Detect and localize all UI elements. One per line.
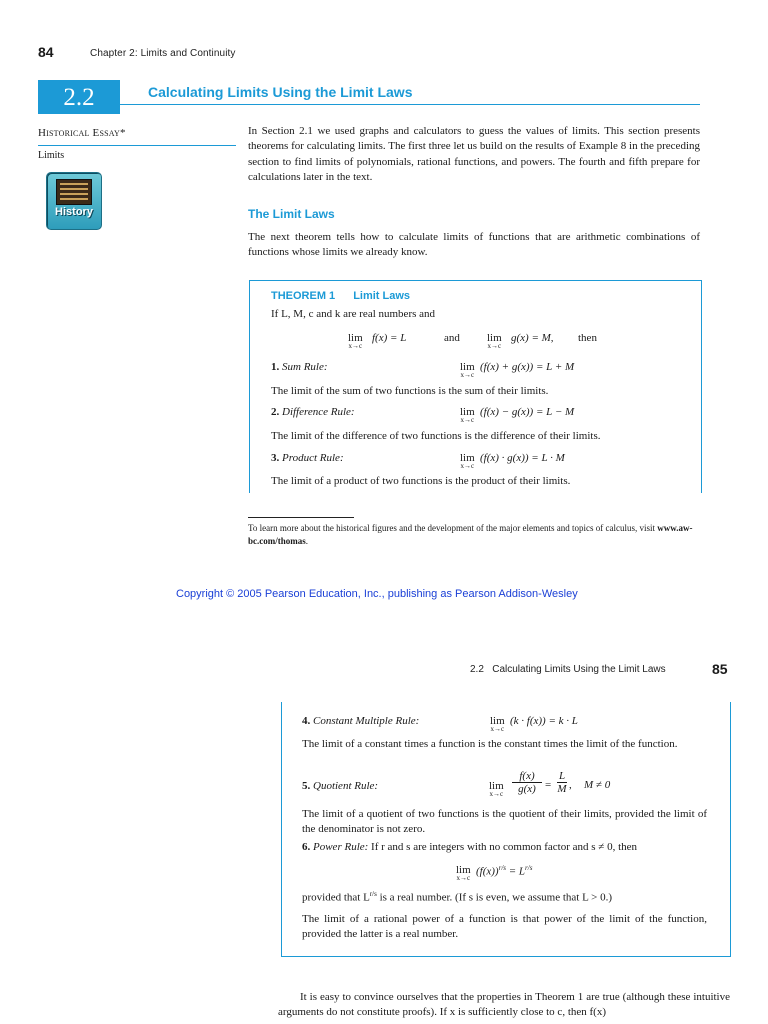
quotient-condition: M ≠ 0 — [584, 779, 611, 791]
section-number-badge: 2.2 — [38, 80, 120, 114]
rule-formula: (k · f(x)) = k · L — [510, 715, 578, 727]
quotient-result-fraction: L M — [557, 770, 567, 795]
comma: , — [569, 779, 572, 791]
quotient-fraction: f(x) g(x) — [512, 770, 542, 795]
and-word: and — [444, 332, 460, 344]
equals-sign: = — [545, 779, 552, 791]
footnote-link[interactable]: www.aw-bc.com/thomas — [248, 523, 693, 546]
intro-paragraph: In Section 2.1 we used graphs and calculators to guess the values of limits. This section presents theorems for calculating limits. The first three let us build on the results of Example 8 in the preceding section to find limits of polynomials, rational functions, and powers. The fourth and fifth prepare for calculations later in the text. — [248, 125, 700, 184]
limit-operator: lim x→c — [348, 332, 363, 350]
theorem-label: THEOREM 1 — [271, 290, 336, 302]
section-title: Calculating Limits Using the Limit Laws — [148, 84, 413, 100]
rule-formula: (f(x) · g(x)) = L · M — [480, 452, 565, 464]
rule-label: 1. Sum Rule: — [271, 361, 328, 373]
page-number: 84 — [38, 44, 54, 60]
rule-description: The limit of a constant times a function is the constant times the limit of the function. — [302, 738, 678, 750]
footnote: To learn more about the historical figures and the development of the major elements and topics of calculus, visit www.aw-bc.com/thomas. — [248, 523, 693, 546]
theorem-name: Limit Laws — [353, 290, 411, 302]
theorem-heading — [271, 290, 428, 302]
rule-formula: (f(x) + g(x)) = L + M — [480, 361, 575, 373]
power-proviso: provided that $L^{r/s}$ is a real number. (If s is even, we assume that L > 0.) — [302, 890, 613, 904]
footnote-rule — [248, 517, 354, 518]
historical-essay-topic: Limits — [38, 150, 65, 161]
rule-description: The limit of the difference of two functions is the difference of their limits. — [271, 430, 601, 442]
history-button-label: History — [55, 206, 93, 218]
limit-operator: lim x→c — [460, 452, 475, 470]
historical-essay-label: Historical Essay* — [38, 127, 126, 139]
sidebar-rule — [38, 145, 236, 146]
rule-description: The limit of a product of two functions is the product of their limits. — [271, 475, 571, 487]
rule-label: 6. Power Rule: If r and s are integers with no common factor and s ≠ 0, then — [302, 841, 638, 853]
section-title-rule — [120, 104, 700, 105]
rule-description: The limit of the sum of two functions is the sum of their limits. — [271, 385, 549, 397]
rule-description: The limit of a rational power of a function is that power of the limit of the function, provided the latter is a real number. — [302, 913, 707, 941]
rule-label: 3. Product Rule: — [271, 452, 344, 464]
history-button[interactable] — [46, 172, 102, 230]
rule-formula: (f(x) − g(x)) = L − M — [480, 406, 575, 418]
theorem-hypothesis: If L, M, c and k are real numbers and — [271, 308, 436, 320]
limit-operator: lim x→c — [460, 406, 475, 424]
rule-description: The limit of a quotient of two functions is the quotient of their limits, provided the limit of the denominator is not zero. — [302, 808, 707, 836]
limit-operator: lim x→c — [487, 332, 502, 350]
hypothesis-limit-g: g(x) = M, — [511, 332, 554, 344]
theorem-intro-paragraph: The next theorem tells how to calculate limits of functions that are arithmetic combinations of functions whose limits we already know. — [248, 231, 700, 259]
limit-operator: lim x→c — [460, 361, 475, 379]
rule-label: 5. Quotient Rule: — [302, 780, 379, 792]
limit-operator: lim x→c — [489, 780, 504, 798]
closing-paragraph: It is easy to convince ourselves that the properties in Theorem 1 are true (although these intuitive arguments do not constitute proofs). If x is sufficiently close to c, then f(x) — [278, 991, 730, 1019]
rule-label: 4. Constant Multiple Rule: — [302, 715, 420, 727]
then-word: then — [578, 332, 597, 344]
power-formula: $(f(x))^{r/s} = L^{r/s}$ — [476, 864, 533, 878]
running-header: 2.2 Calculating Limits Using the Limit Laws — [470, 664, 666, 675]
copyright-notice: Copyright © 2005 Pearson Education, Inc., publishing as Pearson Addison-Wesley — [176, 588, 578, 600]
subheading: The Limit Laws — [248, 207, 335, 221]
chapter-header: Chapter 2: Limits and Continuity — [90, 48, 236, 59]
limit-operator: lim x→c — [490, 715, 505, 733]
limit-operator: lim x→c — [456, 864, 471, 882]
page-number: 85 — [712, 661, 728, 677]
abacus-icon — [56, 179, 92, 205]
rule-label: 2. Difference Rule: — [271, 406, 355, 418]
hypothesis-limit-f: f(x) = L — [372, 332, 407, 344]
